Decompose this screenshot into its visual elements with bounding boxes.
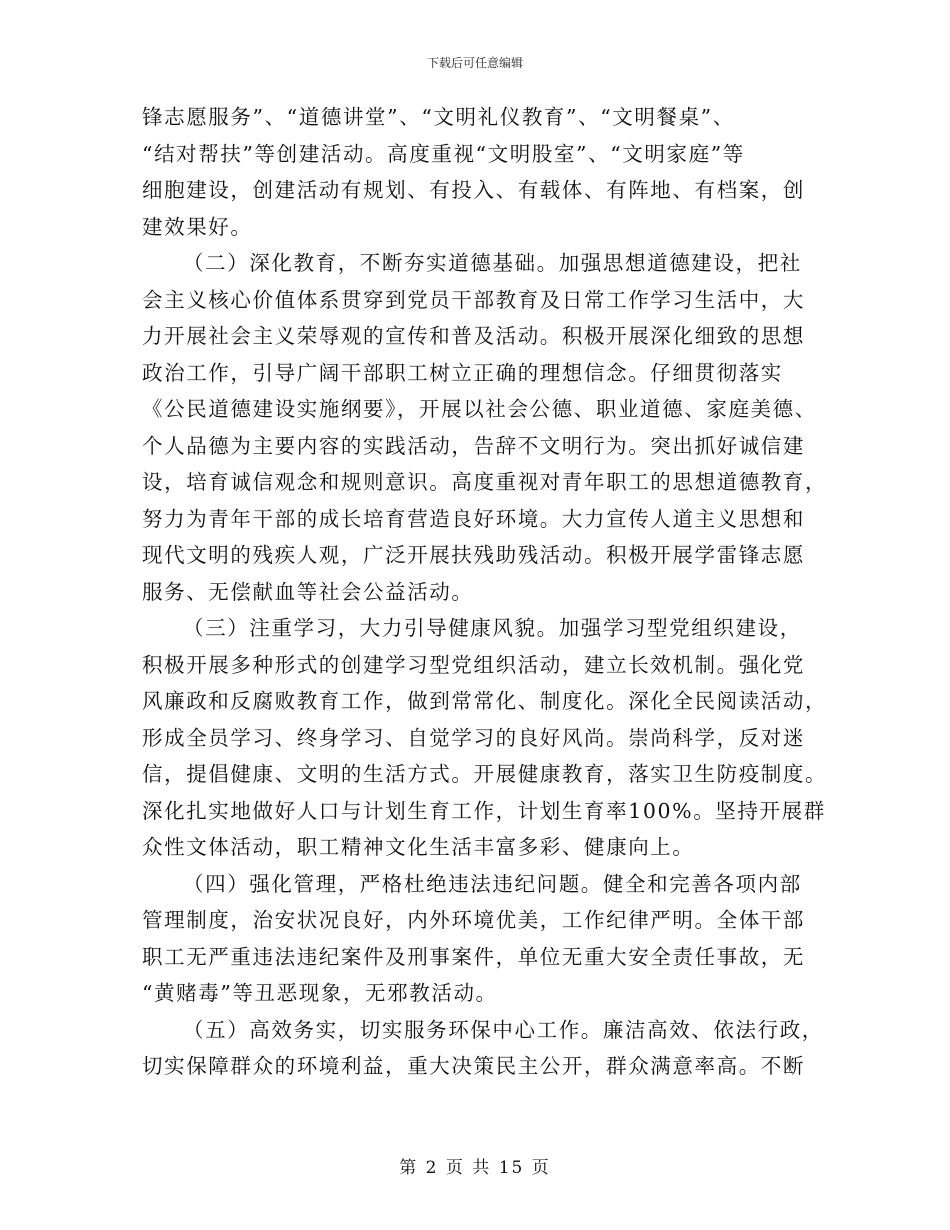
text-line: 风廉政和反腐败教育工作，做到常常化、制度化。深化全民阅读活动， bbox=[142, 689, 828, 713]
text-line: “黄赌毒”等丑恶现象，无邪教活动。 bbox=[142, 981, 498, 1005]
text-line: 《公民道德建设实施纲要》，开展以社会公德、职业道德、家庭美德、 bbox=[142, 397, 817, 421]
document-body bbox=[142, 99, 828, 1085]
text-line: 切实保障群众的环境利益，重大决策民主公开，群众满意率高。不断 bbox=[142, 1054, 805, 1078]
page-header: 下载后可任意编辑 bbox=[426, 56, 523, 70]
page-number-footer: 第 2 页 共 15 页 bbox=[399, 1158, 551, 1178]
text-line: 众性文体活动，职工精神文化生活丰富多彩、健康向上。 bbox=[142, 835, 695, 859]
paragraph-start-line: （三）注重学习，大力引导健康风貌。加强学习型党组织建设， bbox=[183, 616, 802, 640]
text-line: 积极开展多种形式的创建学习型党组织活动，建立长效机制。强化党 bbox=[142, 652, 805, 677]
text-line: 形成全员学习、终身学习、自觉学习的良好风尚。崇尚科学，反对迷 bbox=[142, 725, 805, 750]
text-line: 职工无严重违法违纪案件及刑事案件，单位无重大安全责任事故，无 bbox=[142, 944, 805, 969]
paragraph-start-line: （五）高效务实，切实服务环保中心工作。廉洁高效、依法行政， bbox=[183, 1017, 824, 1042]
paragraph-start-line: （四）强化管理，严格杜绝违法违纪问题。健全和完善各项内部 bbox=[183, 871, 802, 896]
text-line: 信，提倡健康、文明的生活方式。开展健康教育，落实卫生防疫制度。 bbox=[142, 762, 828, 786]
text-line: 锋志愿服务”、“道德讲堂”、“文明礼仪教育”、“文明餐桌”、 bbox=[142, 105, 735, 129]
text-line: 设，培育诚信观念和规则意识。高度重视对青年职工的思想道德教育， bbox=[142, 470, 828, 494]
text-line: 现代文明的残疾人观，广泛开展扶残助残活动。积极开展学雷锋志愿 bbox=[142, 543, 805, 567]
text-line: 服务、无偿献血等社会公益活动。 bbox=[142, 579, 474, 604]
text-line: 建效果好。 bbox=[142, 214, 253, 239]
text-line: 深化扎实地做好人口与计划生育工作，计划生育率100%。坚持开展群 bbox=[142, 798, 826, 823]
text-line: “结对帮扶”等创建活动。高度重视“文明股室”、“文明家庭”等 bbox=[142, 141, 745, 166]
text-line: 细胞建设，创建活动有规划、有投入、有载体、有阵地、有档案，创 bbox=[142, 178, 805, 202]
text-line: 管理制度，治安状况良好，内外环境优美，工作纪律严明。全体干部 bbox=[142, 908, 805, 932]
paragraph-start-line: （二）深化教育，不断夯实道德基础。加强思想道德建设，把社 bbox=[183, 251, 802, 275]
text-line: 个人品德为主要内容的实践活动，告辞不文明行为。突出抓好诚信建 bbox=[142, 433, 805, 458]
text-line: 力开展社会主义荣辱观的宣传和普及活动。积极开展深化细致的思想 bbox=[142, 324, 805, 348]
text-line: 努力为青年干部的成长培育营造良好环境。大力宣传人道主义思想和 bbox=[142, 506, 805, 531]
text-line: 政治工作，引导广阔干部职工树立正确的理想信念。仔细贯彻落实 bbox=[142, 360, 783, 385]
text-line: 会主义核心价值体系贯穿到党员干部教育及日常工作学习生活中，大 bbox=[142, 287, 805, 312]
